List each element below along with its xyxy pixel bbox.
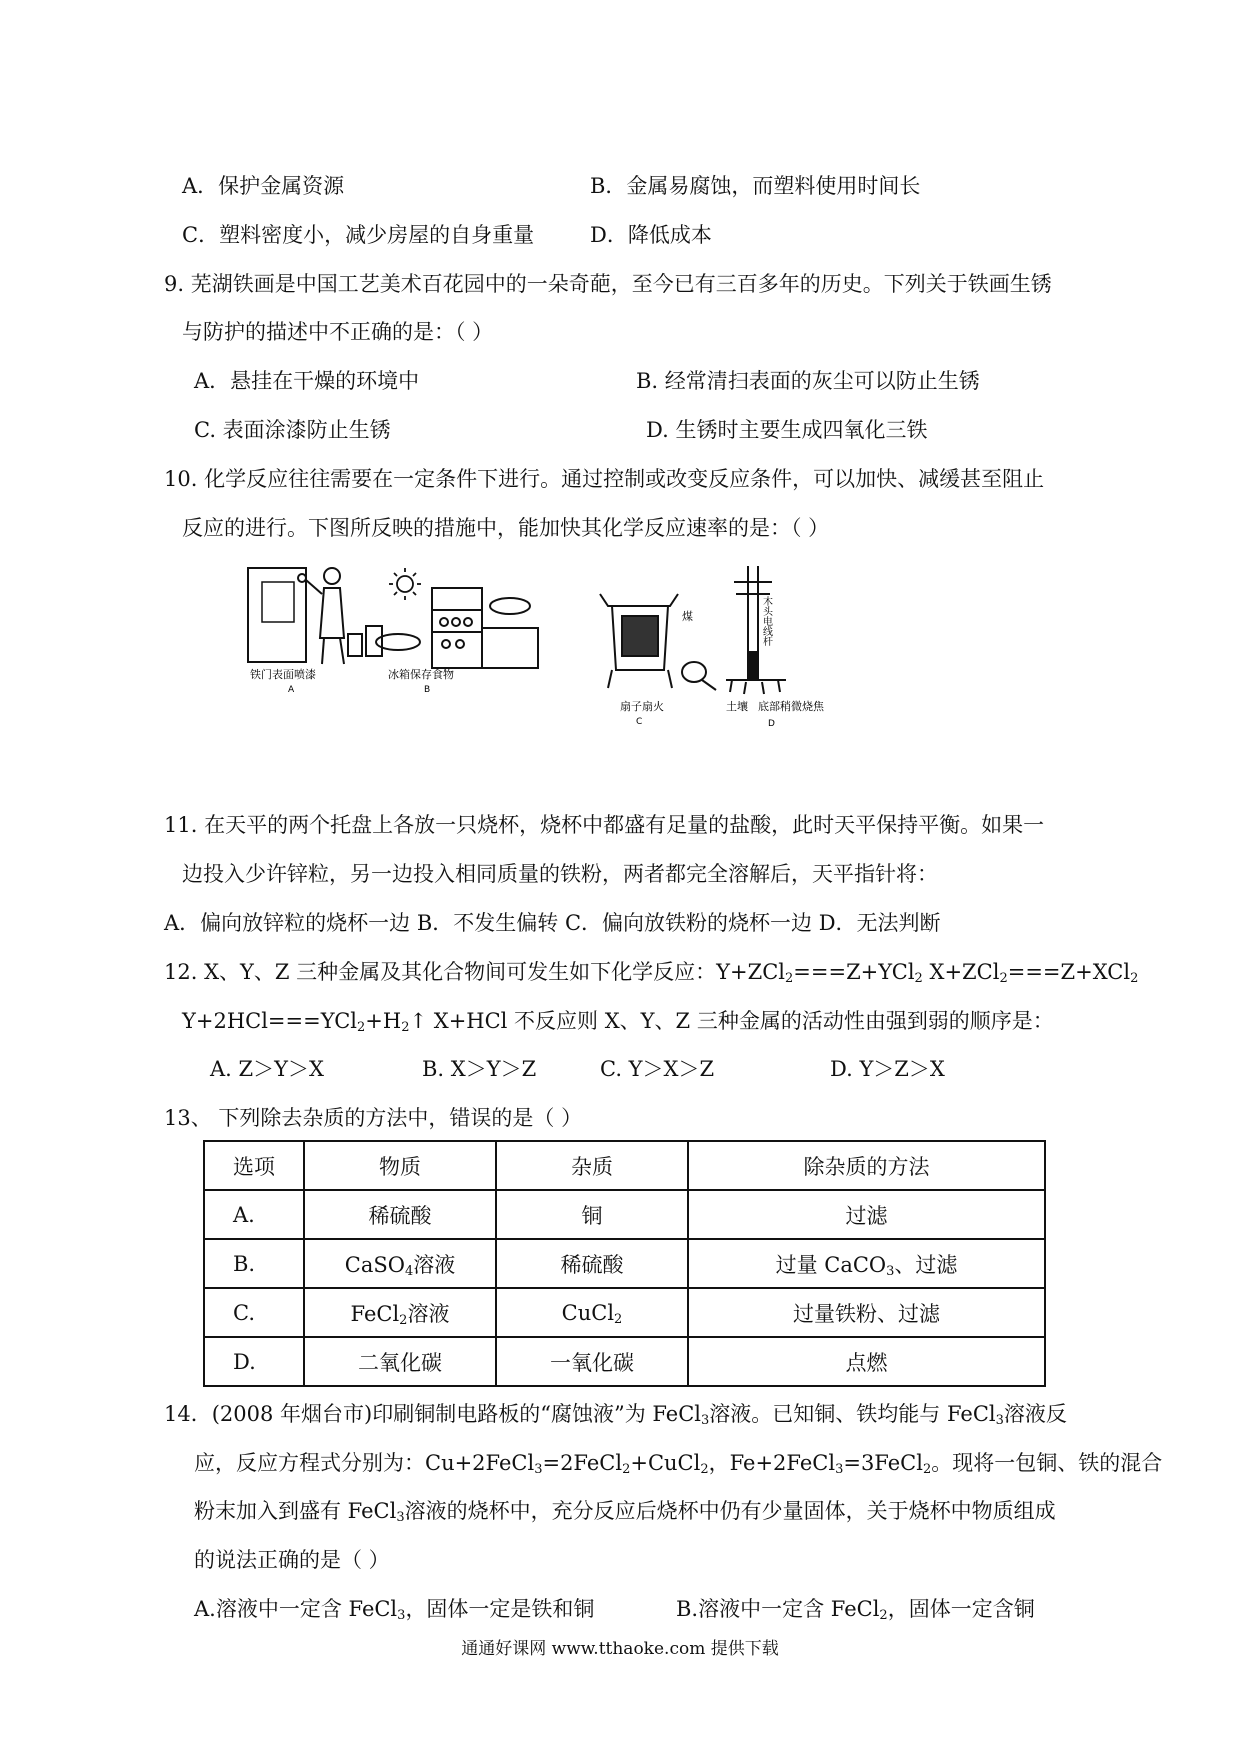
table-cell: CaSO$_4$溶液 <box>304 1239 496 1288</box>
table-header-cell: 除杂质的方法 <box>688 1141 1045 1190</box>
table-cell: 过滤 <box>688 1190 1045 1239</box>
q9-stem-line1: 9. 芜湖铁画是中国工艺美术百花园中的一朵奇葩，至今已有三百多年的历史。下列关于铁画生锈 <box>164 272 1052 296</box>
q13-table <box>203 1140 1046 1387</box>
table-cell: 一氧化碳 <box>496 1337 688 1386</box>
table-cell: 过量 CaCO$_3$、过滤 <box>688 1239 1045 1288</box>
figure-b-fridge <box>376 588 538 668</box>
figure-d-pole-label: 木头电线杆 <box>760 596 772 646</box>
figure-c-coal-label: 煤 <box>682 610 693 623</box>
table-cell: 过量铁粉、过滤 <box>688 1288 1045 1337</box>
table-row <box>204 1337 1045 1386</box>
table-row <box>204 1288 1045 1337</box>
figure-b-letter: B <box>424 685 431 695</box>
q10-stem-line1: 10. 化学反应往往需要在一定条件下进行。通过控制或改变反应条件，可以加快、减缓甚至阻止 <box>164 467 1045 491</box>
q14-stem-line3: 粉末加入到盛有 FeCl$_3$溶液的烧杯中，充分反应后烧杯中仍有少量固体，关于烧杯中物质组成 <box>194 1499 1056 1525</box>
table-cell: 铜 <box>496 1190 688 1239</box>
table-cell: 稀硫酸 <box>304 1190 496 1239</box>
q9-option-a: A．悬挂在干燥的环境中 <box>194 369 420 393</box>
sun-icon <box>389 568 421 600</box>
q12-stem-line1: 12. X、Y、Z 三种金属及其化合物间可发生如下化学反应：Y+ZCl$_2$===Z+YCl$_2$ X+ZCl$_2$===Z+XCl$_2$ <box>164 960 1139 986</box>
figure-c-caption: 扇子扇火 <box>620 700 664 713</box>
q14-option-a: A.溶液中一定含 FeCl$_3$，固体一定是铁和铜 <box>194 1597 595 1623</box>
figure-d-soil-caption: 土壤 <box>726 700 748 713</box>
table-header-cell: 杂质 <box>496 1141 688 1190</box>
q11-stem-line2: 边投入少许锌粒，另一边投入相同质量的铁粉，两者都完全溶解后，天平指针将： <box>182 862 938 886</box>
q14-stem-line4: 的说法正确的是（ ） <box>194 1548 390 1572</box>
figure-d-letter: D <box>768 719 775 729</box>
q12-option-c: C. Y＞X＞Z <box>600 1057 715 1081</box>
table-cell: D. <box>204 1337 304 1386</box>
table-cell: 二氧化碳 <box>304 1337 496 1386</box>
q12-option-b: B. X＞Y＞Z <box>422 1057 537 1081</box>
q10-stem-line2: 反应的进行。下图所反映的措施中，能加快其化学反应速率的是：（ ） <box>182 516 830 540</box>
q9-option-c: C. 表面涂漆防止生锈 <box>194 418 391 442</box>
table-row <box>204 1190 1045 1239</box>
table-cell: 稀硫酸 <box>496 1239 688 1288</box>
table-cell: 点燃 <box>688 1337 1045 1386</box>
q12-option-a: A. Z＞Y＞X <box>210 1057 324 1081</box>
table-row <box>204 1239 1045 1288</box>
q14-stem-line1: 14．(2008 年烟台市)印刷铜制电路板的“腐蚀液”为 FeCl$_3$溶液。已知铜、铁均能与 FeCl$_3$溶液反 <box>164 1402 1067 1428</box>
q9-option-b: B. 经常清扫表面的灰尘可以防止生锈 <box>636 369 980 393</box>
q13-stem: 13、 下列除去杂质的方法中，错误的是（ ） <box>164 1106 583 1130</box>
figure-a-letter: A <box>288 685 295 695</box>
q8-option-c: C．塑料密度小，减少房屋的自身重量 <box>182 223 535 247</box>
figure-c-letter: C <box>636 717 643 727</box>
figure-d-wooden-pole <box>726 566 786 694</box>
table-cell: C. <box>204 1288 304 1337</box>
q9-stem-line2: 与防护的描述中不正确的是：（ ） <box>182 320 494 344</box>
figure-d-burn-caption: 底部稍微烧焦 <box>758 700 824 713</box>
q11-options: A．偏向放锌粒的烧杯一边 B．不发生偏转 C．偏向放铁粉的烧杯一边 D．无法判断 <box>164 911 941 935</box>
figure-b-caption: 冰箱保存食物 <box>388 668 454 681</box>
q8-option-b: B．金属易腐蚀，而塑料使用时间长 <box>590 174 921 198</box>
table-header-cell: 选项 <box>204 1141 304 1190</box>
table-header-row <box>204 1141 1045 1190</box>
q9-option-d: D. 生锈时主要生成四氧化三铁 <box>646 418 928 442</box>
q11-stem-line1: 11. 在天平的两个托盘上各放一只烧杯，烧杯中都盛有足量的盐酸，此时天平保持平衡。如果一 <box>164 813 1045 837</box>
q10-figure <box>240 560 920 730</box>
q14-stem-line2: 应，反应方程式分别为：Cu+2FeCl$_3$=2FeCl$_2$+CuCl$_2$，Fe+2FeCl$_3$=3FeCl$_2$。现将一包铜、铁的混合 <box>194 1451 1163 1477</box>
q14-option-b: B.溶液中一定含 FeCl$_2$，固体一定含铜 <box>676 1597 1035 1623</box>
q12-option-d: D. Y＞Z＞X <box>830 1057 945 1081</box>
q8-option-d: D．降低成本 <box>590 223 712 247</box>
q12-stem-line2: $Y+2HCl===YCl_2+H_2↑$ X+HCl 不反应则 X、Y、Z 三种金属的活动性由强到弱的顺序是： <box>182 1009 1054 1035</box>
table-cell: A. <box>204 1190 304 1239</box>
figure-a-caption: 铁门表面喷漆 <box>250 668 316 681</box>
figure-a-door-painting <box>248 568 382 664</box>
table-cell: B. <box>204 1239 304 1288</box>
table-cell: FeCl$_2$溶液 <box>304 1288 496 1337</box>
q8-option-a: A．保护金属资源 <box>182 174 345 198</box>
figure-c-stove-fan <box>600 594 716 690</box>
table-header-cell: 物质 <box>304 1141 496 1190</box>
table-cell: CuCl$_2$ <box>496 1288 688 1337</box>
page-footer: 通通好课网 www.tthaoke.com 提供下载 <box>461 1639 779 1659</box>
